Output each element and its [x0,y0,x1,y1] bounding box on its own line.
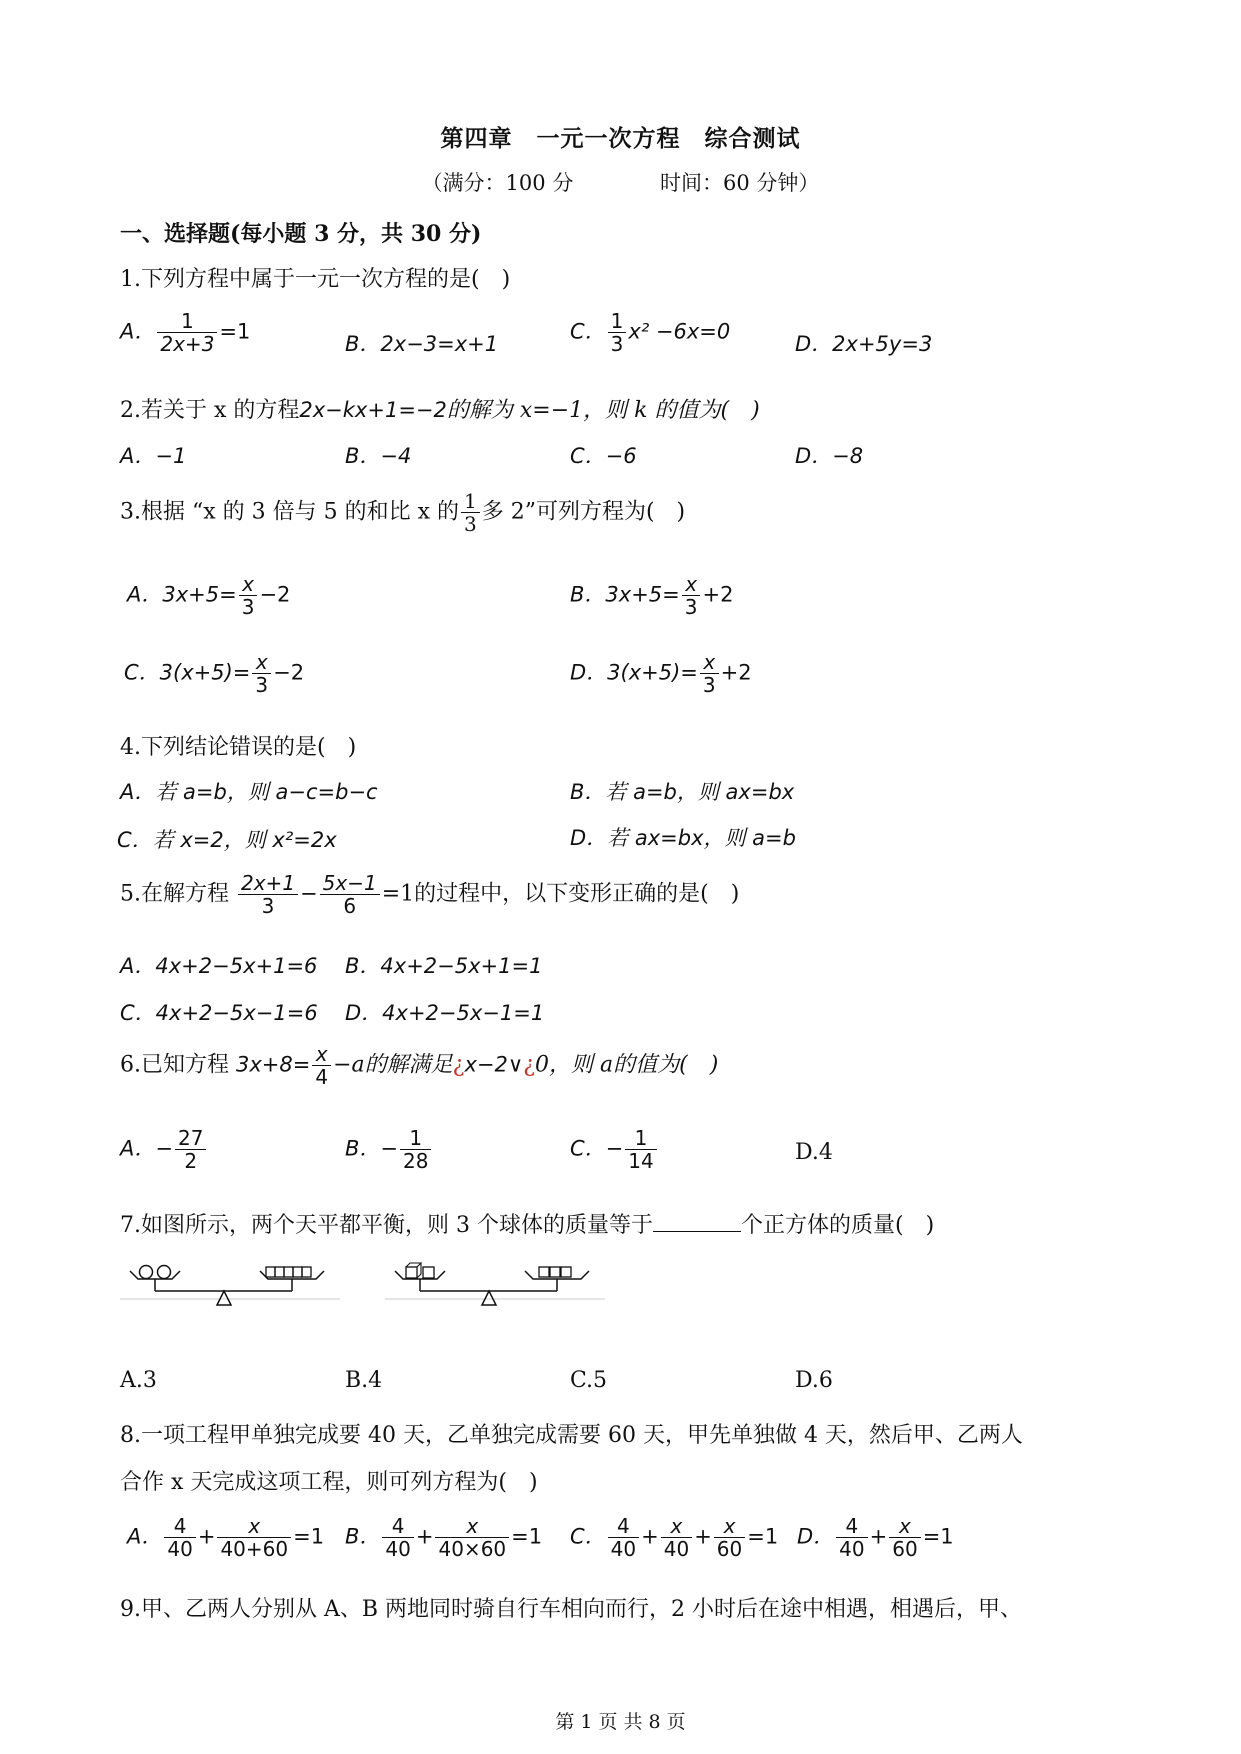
q2-option-a: A．−1 [120,444,187,468]
q1-option-a: A． $\frac{1}{2x+3}$ =1 [120,309,251,356]
q5-option-c: C．4x+2−5x−1=6 [120,1001,318,1025]
balance-figure-left [120,1255,340,1307]
q2-option-c: C．−6 [570,444,637,468]
q3-stem: 3.根据 “x 的 3 倍与 5 的和比 x 的 $\frac{1}{3}$ 多 2”可列方程为( ) [120,489,686,536]
q5-option-a: A．4x+2−5x+1=6 [120,954,318,978]
q5-stem: 5.在解方程 $\frac{2x+1}{3}$ − $\frac{5x-1}{6}$ =1的过程中，以下变形正确的是( ) [120,871,740,918]
q1-option-c: C． $\frac{1}{3}$ x² −6x=0 [570,309,731,356]
q7-option-b: B.4 [345,1368,383,1393]
time-limit: 时间：60 分钟） [660,171,820,195]
q3-option-d: D．3(x+5)= $\frac{x}{3}$ +2 [570,650,752,697]
q5-option-b: B．4x+2−5x+1=1 [345,954,543,978]
q2-option-d: D．−8 [795,444,864,468]
q6-stem: 6.已知方程 3x+8= $\frac{x}{4}$ −a的解满足¿x−2∨¿0，则 a的值为( ) [120,1042,719,1089]
q4-option-b: B．若 a=b，则 ax=bx [570,780,795,804]
full-score: （满分：100 分 [421,171,574,195]
q6-option-a: A．− $\frac{27}{2}$ [120,1127,208,1172]
q6-option-d: D.4 [795,1140,833,1165]
page-title: 第四章 一元一次方程 综合测试 [440,125,801,152]
q2-stem: 2.若关于 x 的方程2x−kx+1=−2的解为 x=−1，则 k 的值为( ) [120,398,760,423]
q3-option-b: B．3x+5= $\frac{x}{3}$ +2 [570,572,734,619]
q8-option-a: A． $\frac{4}{40}$ + $\frac{x}{40+60}$ =1 [127,1514,325,1561]
exam-info [0,167,1241,197]
page-footer: 第 1 页 共 8 页 [555,1711,686,1733]
q5-option-d: D．4x+2−5x−1=1 [345,1001,545,1025]
q8-option-d: D． $\frac{4}{40}$ + $\frac{x}{60}$ =1 [797,1514,954,1561]
q8-stem-line2: 合作 x 天完成这项工程，则可列方程为( ) [120,1470,538,1495]
q8-option-c: C． $\frac{4}{40}$ + $\frac{x}{40}$ + $\frac{x}{60}$ =1 [570,1514,779,1561]
q6-option-c: C．− $\frac{1}{14}$ [570,1127,659,1172]
q4-option-a: A．若 a=b，则 a−c=b−c [120,780,378,804]
q7-option-d: D.6 [795,1368,833,1393]
q4-option-d: D．若 ax=bx，则 a=b [570,826,796,850]
q8-stem-line1: 8.一项工程甲单独完成要 40 天，乙单独完成需要 60 天，甲先单独做 4 天，然后甲、乙两人 [120,1423,1023,1448]
q1-option-b: B．2x−3=x+1 [345,332,499,356]
q3-option-c: C．3(x+5)= $\frac{x}{3}$ −2 [124,650,305,697]
q2-option-b: B．−4 [345,444,412,468]
q1-option-d: D．2x+5y=3 [795,332,933,356]
q4-option-c: C．若 x=2，则 x²=2x [117,828,337,852]
q8-option-b: B． $\frac{4}{40}$ + $\frac{x}{40\times 60}$ =1 [345,1514,543,1561]
q4-stem: 4.下列结论错误的是( ) [120,735,357,760]
q7-option-c: C.5 [570,1368,608,1393]
q1-stem: 1.下列方程中属于一元一次方程的是( ) [120,267,511,292]
answer-blank [653,1211,741,1232]
section-heading: 一、选择题(每小题 3 分，共 30 分) [120,221,482,247]
q9-stem-line1: 9.甲、乙两人分别从 A、B 两地同时骑自行车相向而行，2 小时后在途中相遇，相遇后，甲、 [120,1597,1023,1622]
q7-stem: 7.如图所示，两个天平都平衡，则 3 个球体的质量等于 个正方体的质量( ) [120,1213,935,1238]
q3-option-a: A．3x+5= $\frac{x}{3}$ −2 [127,572,291,619]
q7-option-a: A.3 [120,1368,157,1393]
q6-option-b: B．− $\frac{1}{28}$ [345,1127,433,1172]
balance-figure-right [385,1255,605,1307]
